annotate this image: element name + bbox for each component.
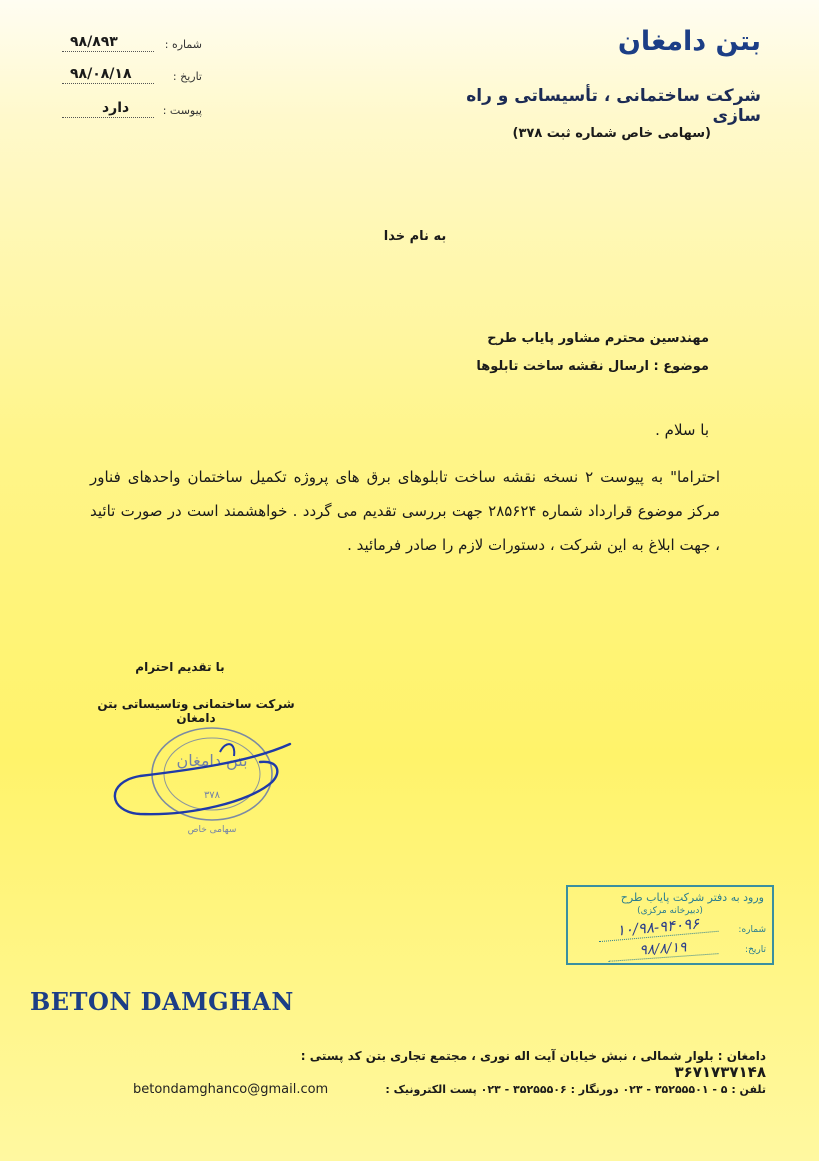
letter-subject-text: ارسال نقشه ساخت تابلوها [476,359,649,374]
company-full-name: شرکت ساختمانی ، تأسیساتی و راه سازی [466,86,761,126]
letter-signer: شرکت ساختمانی وتاسیساتی بتن دامغان [97,697,295,725]
footer-phone-fax: تلفن : ۵ - ۳۵۲۵۵۵۰۱ - ۰۲۳ دورنگار : ۳۵۲۵۵۵۰۶ - ۰۲۳ پست الکترونیک : [385,1083,766,1096]
letter-subject-line [389,359,709,374]
letter-recipient: مهندسین محترم مشاور پایاب طرح [487,331,709,346]
received-stamp-subtitle: (دبیرخانه مرکزی) [637,906,703,916]
seal-line-1: بتن دامغان [176,751,248,770]
received-stamp-number-label: شماره: [738,925,766,935]
company-registration: (سهامی خاص شماره ثبت ۳۷۸) [512,126,711,141]
dotted-line [62,83,154,84]
dotted-line [62,117,154,118]
footer-postal-code: ۳۶۷۱۷۳۷۱۴۸ [674,1063,766,1081]
received-stamp-date-label: تاریخ: [745,945,766,955]
letter-number-row [62,34,202,58]
footer-email: betondamghanco@gmail.com [133,1082,329,1097]
letter-attachment-label: پیوست : [162,104,202,117]
received-stamp [566,885,774,965]
company-brand-name: بتن دامغان [617,26,761,57]
received-stamp-title: ورود به دفتر شرکت پایاب طرح [620,891,764,904]
letter-greeting: با سلام . [655,421,709,439]
letter-subject-label: موضوع : [653,359,709,374]
seal-line-3: سهامی خاص [187,825,237,835]
letter-number-label: شماره : [164,38,202,51]
letter-attachment-row [62,100,202,124]
letter-date-label: تاریخ : [172,70,202,83]
letter-attachment-value: دارد [102,100,130,116]
letter-body: احتراما" به پیوست ۲ نسخه نقشه ساخت تابلوهای برق های پروژه تکمیل ساختمان واحدهای فناور مرکز موضوع قرارداد شماره ۲۸۵۶۲۴ جهت بررسی تقدیم می گردد . خواهشمند است در صورت تائید ، جهت ابلاغ به این شرکت ، دستورات لازم را صادر فرمائید . [90,468,720,554]
company-brand-english: BETON DAMGHAN [30,987,294,1016]
footer-address-line [236,1049,766,1081]
letter-closing: با تقدیم احترام [135,660,225,674]
dotted-line [62,51,154,52]
received-stamp-date-value: ۹۸/۸/۱۹ [608,937,719,962]
letter-date-value: ۹۸/۰۸/۱۸ [70,66,132,82]
letter-number-value: ۹۸/۸۹۳ [70,34,118,50]
letter-date-row [62,66,202,90]
company-seal-stamp [100,712,310,852]
received-stamp-number-value: ۱۰/۹۸-۹۴۰۹۶ [597,913,718,942]
seal-line-2: ۳۷۸ [203,790,221,801]
footer-address: دامغان : بلوار شمالی ، نبش خیابان آیت اله نوری ، مجتمع تجاری بتن کد پستی : [300,1049,766,1063]
bismillah-heading: به نام خدا [383,229,447,244]
